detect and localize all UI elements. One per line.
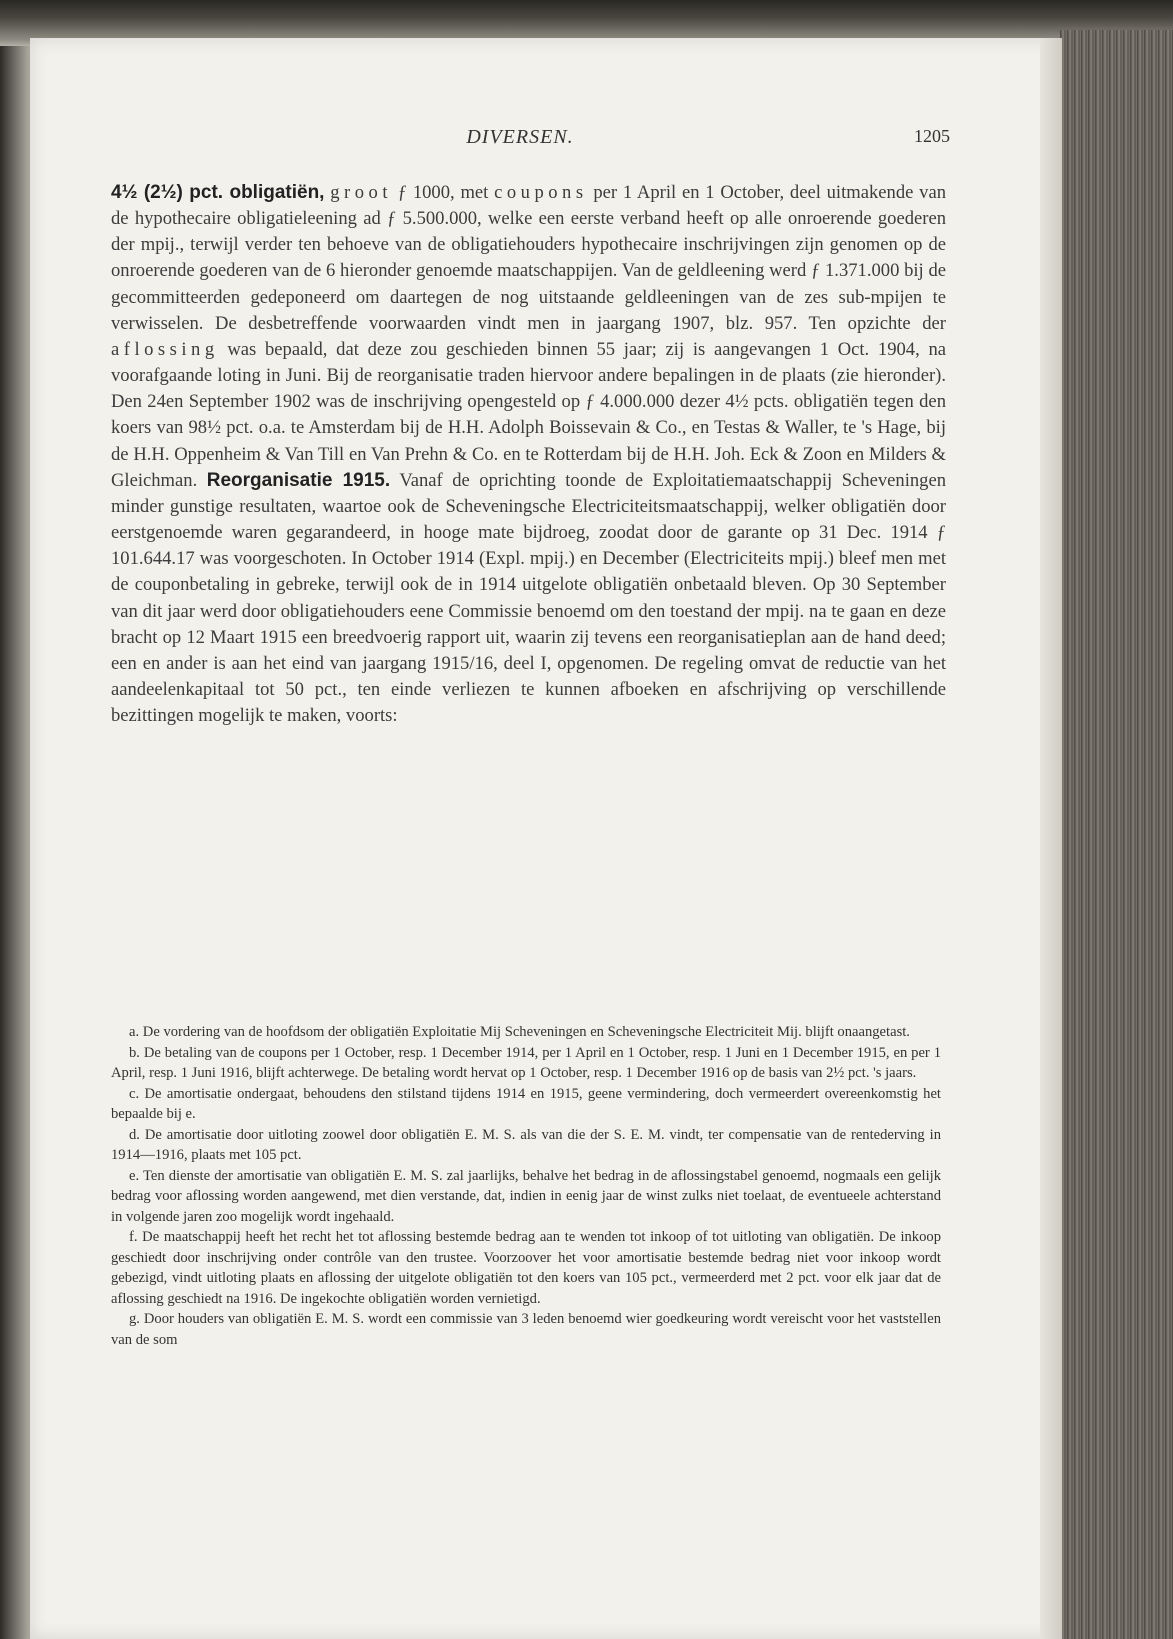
paragraph-text: ƒ 1000, met bbox=[392, 182, 495, 203]
spaced-word-aflossing: aflossing bbox=[111, 338, 219, 360]
paragraph-text: Vanaf de oprichting toonde de Exploitatiemaatschappij Scheveningen minder gunstige resultaten, waartoe ook de Scheveningsche Electriciteitsmaatschappij, welker obligatiën door eerstgenoemde waren gegarandeerd, in hooge mate bijdroeg, zoodat door de garante op 31 Dec. 1914 ƒ 101.644.17 was voorgeschoten. In October 1914 (Expl. mpij.) en December (Electriciteits mpij.) bleef men met de couponbetaling in gebreke, terwijl ook de in 1914 uitgelote obligatiën onbetaald bleven. Op 30 September van dit jaar werd door obligatiehouders eene Commissie benoemd om den toestand der mpij. na te gaan en deze bracht op 12 Maart 1915 een breedvoerig rapport uit, waarin zij tevens een reorganisatieplan aan de hand deed; een en ander is aan het eind van jaargang 1915/16, deel I, opgenomen. De regeling omvat de reductie van het aandeelenkapitaal tot 50 pct., ten einde verliezen te kunnen afboeken en afschrijving op verschillende bezittingen mogelijk te maken, voorts: bbox=[111, 469, 947, 727]
paragraph-text: was bepaald, dat deze zou geschieden binnen 55 jaar; zij is aangevangen 1 Oct. 1904, na voorafgaande loting in Juni. Bij de reorganisatie traden hiervoor andere bepalingen in de plaats (zie hieronder). Den 24en September 1902 was de inschrijving opengesteld op ƒ 4.000.000 dezer 4½ pcts. obligatiën tegen den koers van 98½ pct. o.a. te Amsterdam bij de H.H. Adolph Boissevain & Co., en Testas & Waller, te 's Hage, bij de H.H. Oppenheim & Van Till en Van Prehn & Co. en te Rotterdam bij de H.H. Joh. Eck & Zoon en Milders & Gleichman. bbox=[111, 338, 946, 491]
footnote-item: a. De vordering van de hoofdsom der obligatiën Exploitatie Mij Scheveningen en Scheveningsche Electriciteit Mij. blijft onaangetast. bbox=[129, 1024, 910, 1040]
spaced-word-groot: groot bbox=[330, 182, 392, 203]
page-header bbox=[90, 126, 950, 150]
section-heading: 4½ (2½) pct. obligatiën, bbox=[111, 182, 325, 203]
page-gutter-shadow bbox=[1040, 38, 1062, 1639]
footnote-item: e. Ten dienste der amortisatie van obligatiën E. M. S. zal jaarlijks, behalve het bedrag in de aflossingstabel genoemd, nogmaals een gelijk bedrag voor aflossing worden aangewend, met dien verstande, dat, indien in eenig jaar de winst zulks niet toelaat, de eventueele achterstand in volgende jaren zoo mogelijk wordt ingehaald. bbox=[111, 1167, 941, 1225]
subsection-heading: Reorganisatie 1915. bbox=[206, 469, 391, 491]
footnote-item: f. De maatschappij heeft het recht het tot aflossing bestemde bedrag aan te wenden tot inkoop of tot uitloting van obligatiën. De inkoop geschiedt door inschrijving onder contrôle van den trustee. Voorzoover het voor amortisatie bestemde bedrag niet voor inkoop wordt gebezigd, vindt uitloting plaats en aflossing der uitgelote obligatiën tot den koers van 105 pct., vermeerderd met 2 pct. voor elk jaar dat de aflossing geschiedt na 1916. De ingekochte obligatiën worden vernietigd. bbox=[111, 1229, 941, 1307]
book-page-edges bbox=[1060, 30, 1173, 1639]
footnote-item: b. De betaling van de coupons per 1 October, resp. 1 December 1914, per 1 April en 1 October, resp. 1 Juni en 1 December 1915, en per 1 April, resp. 1 Juni 1916, blijft achterwege. De betaling wordt hervat op 1 October, resp. 1 December 1916 op de basis van 2½ pct. 's jaars. bbox=[111, 1044, 941, 1081]
footnote-item: c. De amortisatie ondergaat, behoudens den stilstand tijdens 1914 en 1915, geene vermindering, doch vermeerdert overeenkomstig het bepaalde bij e. bbox=[111, 1085, 941, 1122]
footnote-item: g. Door houders van obligatiën E. M. S. wordt een commissie van 3 leden benoemd wier goedkeuring wordt vereischt voor het vaststellen van de som bbox=[111, 1311, 941, 1348]
main-paragraph bbox=[111, 180, 946, 729]
page-number: 1205 bbox=[914, 126, 950, 146]
paragraph-text: per 1 April en 1 October, deel uitmakende van de hypothecaire obligatieleening ad ƒ 5.500.000, welke een eerste verband heeft op alle onroerende goederen der mpij., terwijl verder ten behoeve van de obligatiehouders hypothecaire inschrijvingen zijn genomen op de onroerende goederen van de 6 hieronder genoemde maatschappijen. Van de geldleening werd ƒ 1.371.000 bij de gecommitteerden gedeponeerd om daartegen de nog uitstaande geldleeningen van de zes sub-mpijen te verwisselen. De desbetreffende voorwaarden vindt men in jaargang 1907, blz. 957. Ten opzichte der bbox=[111, 182, 946, 334]
spaced-word-coupons: coupons bbox=[494, 182, 588, 203]
footnote-list bbox=[111, 1022, 941, 1350]
running-head: DIVERSEN. bbox=[466, 126, 574, 148]
footnote-item: d. De amortisatie door uitloting zoowel door obligatiën E. M. S. als van die der S. E. M. vindt, ter compensatie van de rentederving in 1914—1916, plaats met 105 pct. bbox=[111, 1126, 941, 1163]
